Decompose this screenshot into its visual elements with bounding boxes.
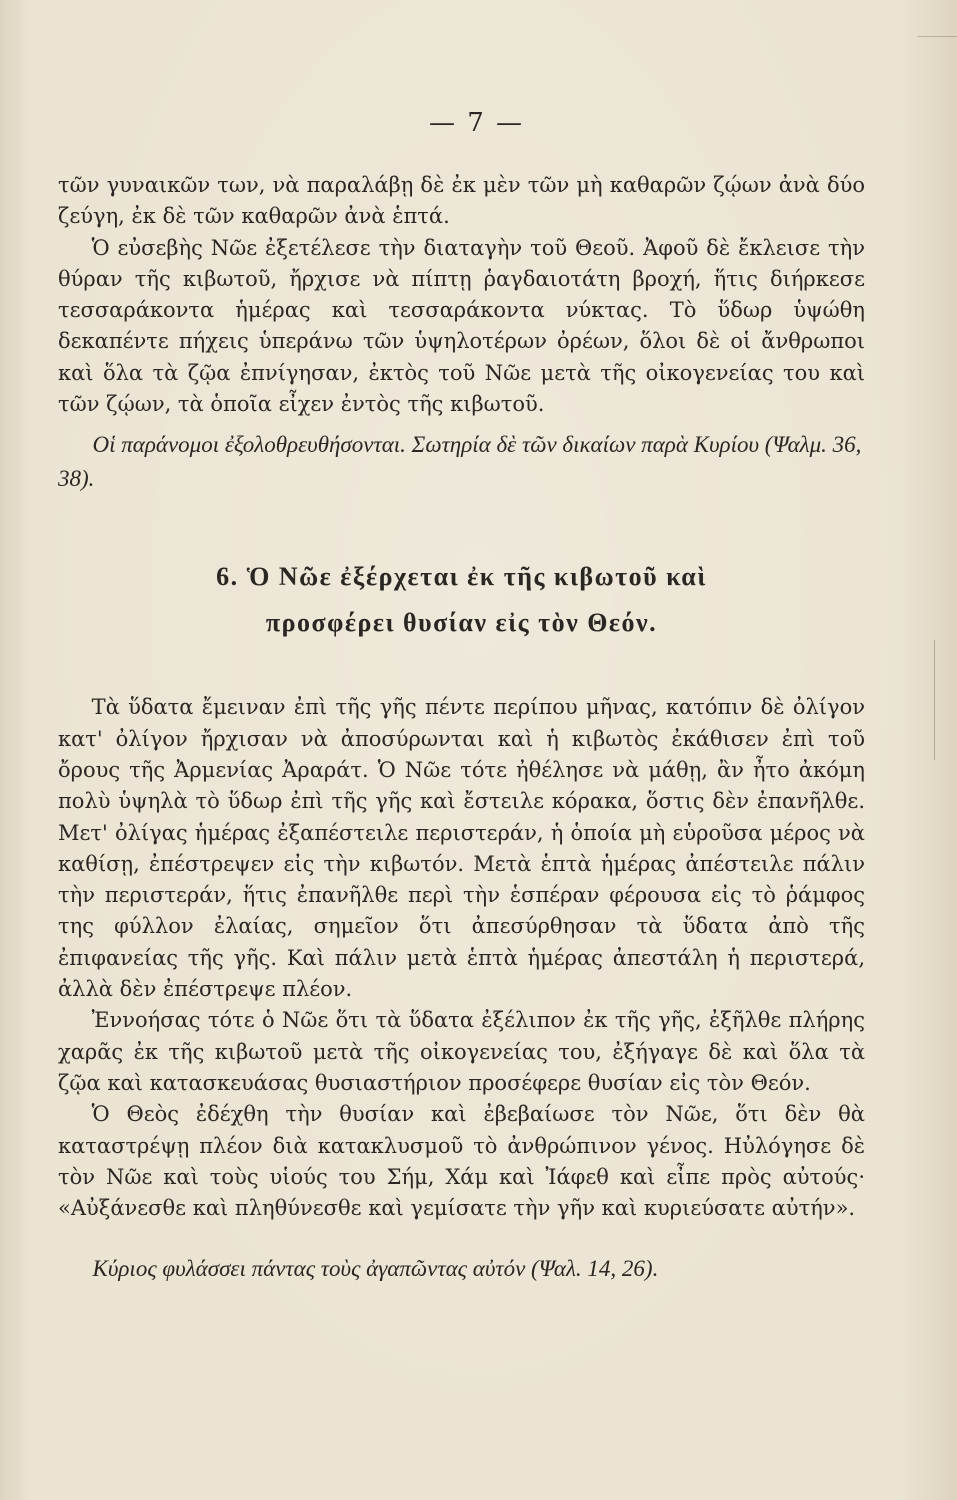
paragraph-flood: Ὁ εὐσεβὴς Νῶε ἐξετέλεσε τὴν διαταγὴν τοῦ Θεοῦ. Ἀφοῦ δὲ ἔκλεισε τὴν θύραν τῆς κιβωτοῦ, ἤρχισε νὰ πίπτῃ ῥαγδαιοτάτη βροχή, ἥτις διήρκεσε τεσσαράκοντα ἡμέρας καὶ τεσσαράκοντα νύκτας. Τὸ ὕδωρ ὑψώθη δεκαπέντε πήχεις ὑπεράνω τῶν ὑψηλοτέρων ὀρέων, ὅλοι δὲ οἱ ἄνθρωποι καὶ ὅλα τὰ ζῷα ἐπνίγησαν, ἐκτὸς τοῦ Νῶε μετὰ τῆς οἰκογενείας του καὶ τῶν ζῴων, τὰ ὁποῖα εἶχεν ἐντὸς τῆς κιβωτοῦ. [58,235,865,417]
paragraph-blessing: Ὁ Θεὸς ἐδέχθη τὴν θυσίαν καὶ ἐβεβαίωσε τὸν Νῶε, ὅτι δὲν θὰ καταστρέψῃ πλέον διὰ κατακλυσμοῦ τὸ ἀνθρώπινον γένος. Ηὐλόγησε δὲ τὸν Νῶε καὶ τοὺς υἱούς του Σήμ, Χάμ καὶ Ἰάφεθ καὶ εἶπε πρὸς αὐτούς· «Αὐξάνεσθε καὶ πληθύνεσθε καὶ γεμίσατε τὴν γῆν καὶ κυριεύσατε αὐτήν». [58,1102,865,1221]
top-text-block [58,170,865,420]
section-heading-line-1: 6. Ὁ Νῶε ἐξέρχεται ἐκ τῆς κιβωτοῦ καὶ [216,562,707,592]
verse-quote-top: Οἱ παράνομοι ἐξολοθρευθήσονται. Σωτηρία δὲ τῶν δικαίων παρὰ Κυρίου (Ψαλμ. 36, 38). [58,432,862,492]
section-heading [58,554,865,646]
verse-quote-bottom: Κύριος φυλάσσει πάντας τοὺς ἀγαπῶντας αὐτόν (Ψαλ. 14, 26). [92,1256,659,1282]
page-corner-mark [896,0,957,37]
page-number: — 7 — [428,108,525,138]
section-heading-line-2: προσφέρει θυσίαν εἰς τὸν Θεόν. [265,608,658,638]
paragraph-continuation: τῶν γυναικῶν των, νὰ παραλάβῃ δὲ ἐκ μὲν τῶν μὴ καθαρῶν ζῴων ἀνὰ δύο ζεύγη, ἐκ δὲ τῶν καθαρῶν ἀνὰ ἑπτά. [58,173,865,229]
page-edge-mark [934,640,957,760]
paragraph-waters: Τὰ ὕδατα ἔμειναν ἐπὶ τῆς γῆς πέντε περίπου μῆνας, κατόπιν δὲ ὀλίγον κατ' ὀλίγον ἤρχισαν νὰ ἀποσύρωνται καὶ ἡ κιβωτὸς ἐκάθισεν ἐπὶ τοῦ ὄρους τῆς Ἀρμενίας Ἀραράτ. Ὁ Νῶε τότε ἠθέλησε νὰ μάθῃ, ἂν ἦτο ἀκόμη πολὺ ὑψηλὰ τὸ ὕδωρ ἐπὶ τῆς γῆς καὶ ἔστειλε κόρακα, ὅστις δὲν ἐπανῆλθε. Μετ' ὀλίγας ἡμέρας ἐξαπέστειλε περιστεράν, ἡ ὁποία μὴ εὑροῦσα μέρος νὰ καθίσῃ, ἐπέστρεψεν εἰς τὴν κιβωτόν. Μετὰ ἑπτὰ ἡμέρας ἀπέστειλε πάλιν τὴν περιστεράν, ἥτις ἐπανῆλθε περὶ τὴν ἑσπέραν φέρουσα εἰς τὸ ῥάμφος της φύλλον ἐλαίας, σημεῖον ὅτι ἀπεσύρθησαν τὰ ὕδατα ἀπὸ τῆς ἐπιφανείας τῆς γῆς. Καὶ πάλιν μετὰ ἑπτὰ ἡμέρας ἀπεστάλη ἡ περιστερά, ἀλλὰ δὲν ἐπέστρεψε πλέον. [58,695,865,1002]
main-text-block [58,692,865,1224]
paragraph-exit-ark: Ἐννοήσας τότε ὁ Νῶε ὅτι τὰ ὕδατα ἐξέλιπον ἐκ τῆς γῆς, ἐξῆλθε πλήρης χαρᾶς ἐκ τῆς κιβωτοῦ μετὰ τῆς οἰκογενείας του, ἐξήγαγε δὲ καὶ ὅλα τὰ ζῷα καὶ κατασκευάσας θυσιαστήριον προσέφερε θυσίαν εἰς τὸν Θεόν. [58,1008,865,1095]
